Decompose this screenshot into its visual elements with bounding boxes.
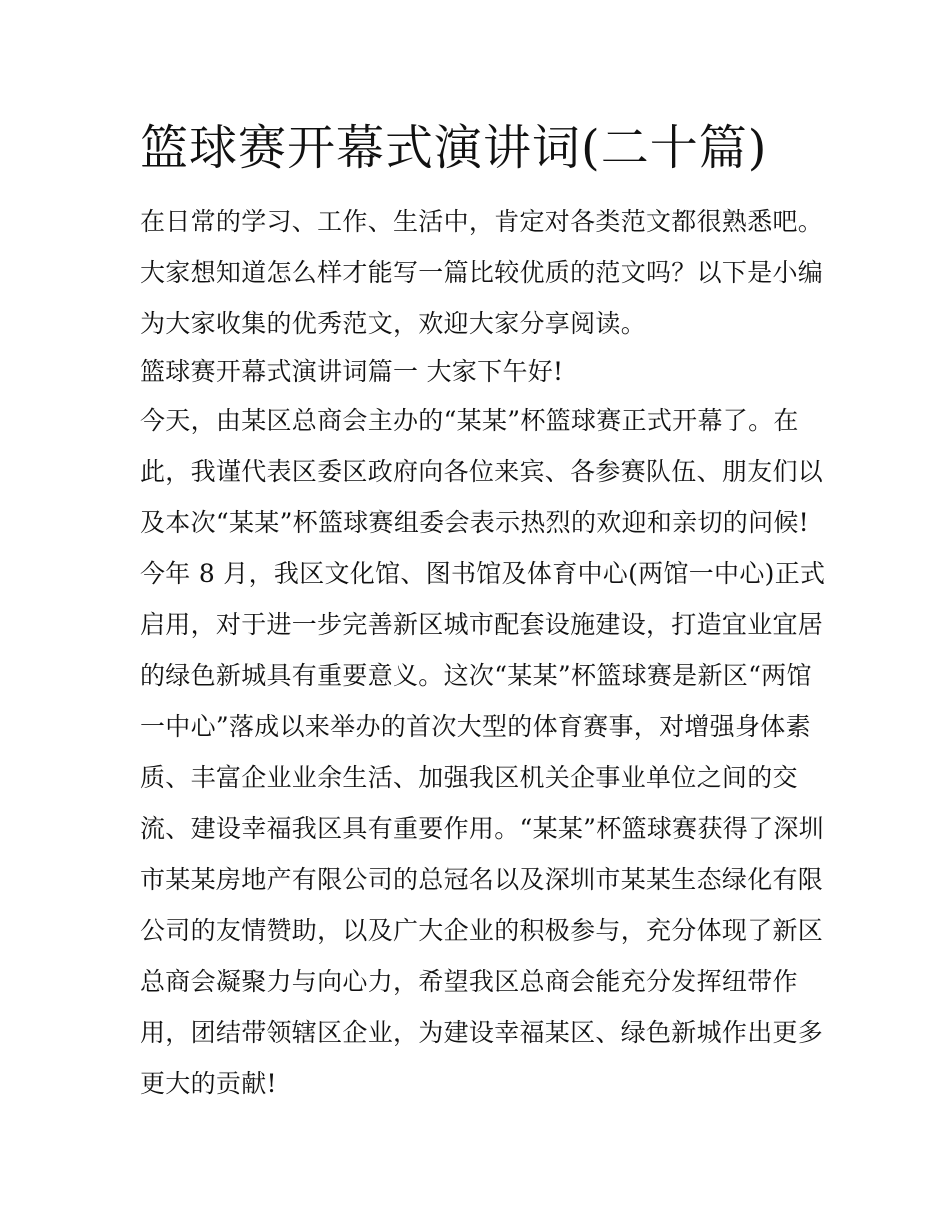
text-line: 用，团结带领辖区企业，为建设幸福某区、绿色新城作出更多 xyxy=(140,1018,824,1047)
text-line: 在日常的学习、工作、生活中，肯定对各类范文都很熟悉吧。 xyxy=(140,207,824,236)
text-line: 今天，由某区总商会主办的“某某”杯篮球赛正式开幕了。在 xyxy=(140,406,799,435)
text-line: 公司的友情赞助，以及广大企业的积极参与，充分体现了新区 xyxy=(140,916,824,945)
text-line: 总商会凝聚力与向心力，希望我区总商会能充分发挥纽带作 xyxy=(140,967,798,996)
text-line: 更大的贡献! xyxy=(140,1069,277,1098)
text-line: 一中心”落成以来举办的首次大型的体育赛事，对增强身体素 xyxy=(140,712,811,741)
text-line: 大家想知道怎么样才能写一篇比较优质的范文吗？以下是小编 xyxy=(140,258,824,287)
text-line: 流、建设幸福我区具有重要作用。“某某”杯篮球赛获得了深圳 xyxy=(140,814,824,843)
text-line: 启用，对于进一步完善新区城市配套设施建设，打造宜业宜居 xyxy=(140,610,824,639)
text-line: 质、丰富企业业余生活、加强我区机关企事业单位之间的交 xyxy=(140,763,798,792)
text-line: 市某某房地产有限公司的总冠名以及深圳市某某生态绿化有限 xyxy=(140,865,824,894)
section-heading: 篮球赛开幕式演讲词篇一 大家下午好! xyxy=(140,357,564,386)
text-line: 为大家收集的优秀范文，欢迎大家分享阅读。 xyxy=(140,309,647,338)
text-line: 及本次“某某”杯篮球赛组委会表示热烈的欢迎和亲切的问候! xyxy=(140,508,810,537)
text-line: 的绿色新城具有重要意义。这次“某某”杯篮球赛是新区“两馆 xyxy=(140,661,812,690)
text-line: 此，我谨代表区委区政府向各位来宾、各参赛队伍、朋友们以 xyxy=(140,457,824,486)
document-body xyxy=(140,196,826,1109)
document-title: 篮球赛开幕式演讲词(二十篇) xyxy=(140,120,768,176)
text-line: 今年 8 月，我区文化馆、图书馆及体育中心(两馆一中心)正式 xyxy=(140,559,826,588)
